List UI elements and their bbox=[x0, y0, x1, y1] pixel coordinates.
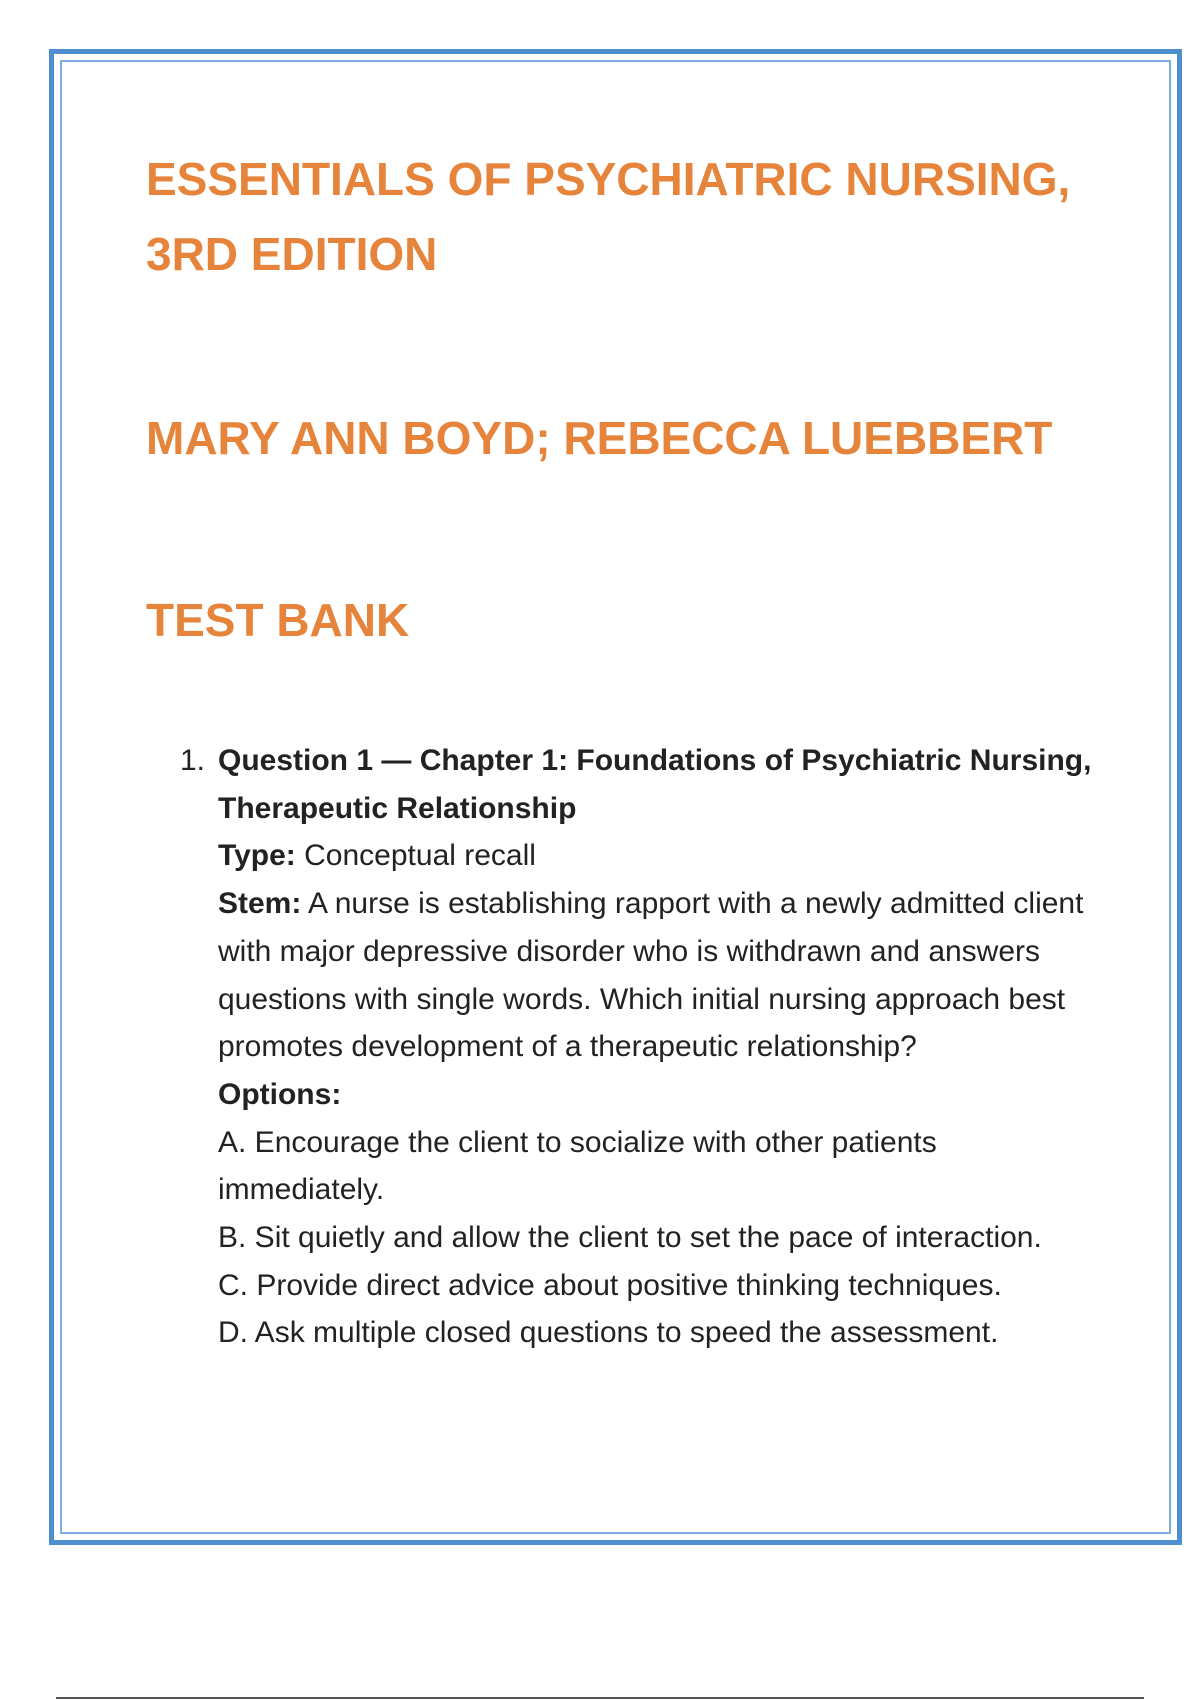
stem-label: Stem: bbox=[218, 887, 302, 921]
question-heading: Question 1 — Chapter 1: Foundations of Psychiatric Nursing, Therapeutic Relationship bbox=[218, 744, 1092, 825]
option-d: D. Ask multiple closed questions to speed the assessment. bbox=[218, 1316, 999, 1350]
question-row bbox=[180, 737, 1110, 1357]
type-value: Conceptual recall bbox=[304, 839, 536, 873]
option-c: C. Provide direct advice about positive thinking techniques. bbox=[218, 1268, 1002, 1302]
question-type bbox=[218, 832, 1110, 880]
document-type: TEST BANK bbox=[146, 594, 410, 646]
stem-text: A nurse is establishing rapport with a newly admitted client with major depressive disorder who is withdrawn and answers questions with single words. Which initial nursing approach best promotes development of a therapeutic relationship? bbox=[218, 887, 1084, 1064]
question-number: 1. bbox=[180, 744, 206, 777]
question-body bbox=[218, 737, 1110, 1357]
options-label: Options: bbox=[218, 1077, 342, 1111]
type-label: Type: bbox=[218, 839, 296, 873]
question-item bbox=[180, 737, 1110, 1357]
book-authors: MARY ANN BOYD; REBECCA LUEBBERT bbox=[146, 412, 1053, 464]
book-title: ESSENTIALS OF PSYCHIATRIC NURSING, 3RD EDITION bbox=[146, 153, 1071, 280]
option-a: A. Encourage the client to socialize with other patients immediately. bbox=[218, 1125, 937, 1207]
question-stem bbox=[218, 880, 1110, 1071]
footer-divider bbox=[56, 1697, 1144, 1699]
option-b: B. Sit quietly and allow the client to set the pace of interaction. bbox=[218, 1221, 1042, 1255]
